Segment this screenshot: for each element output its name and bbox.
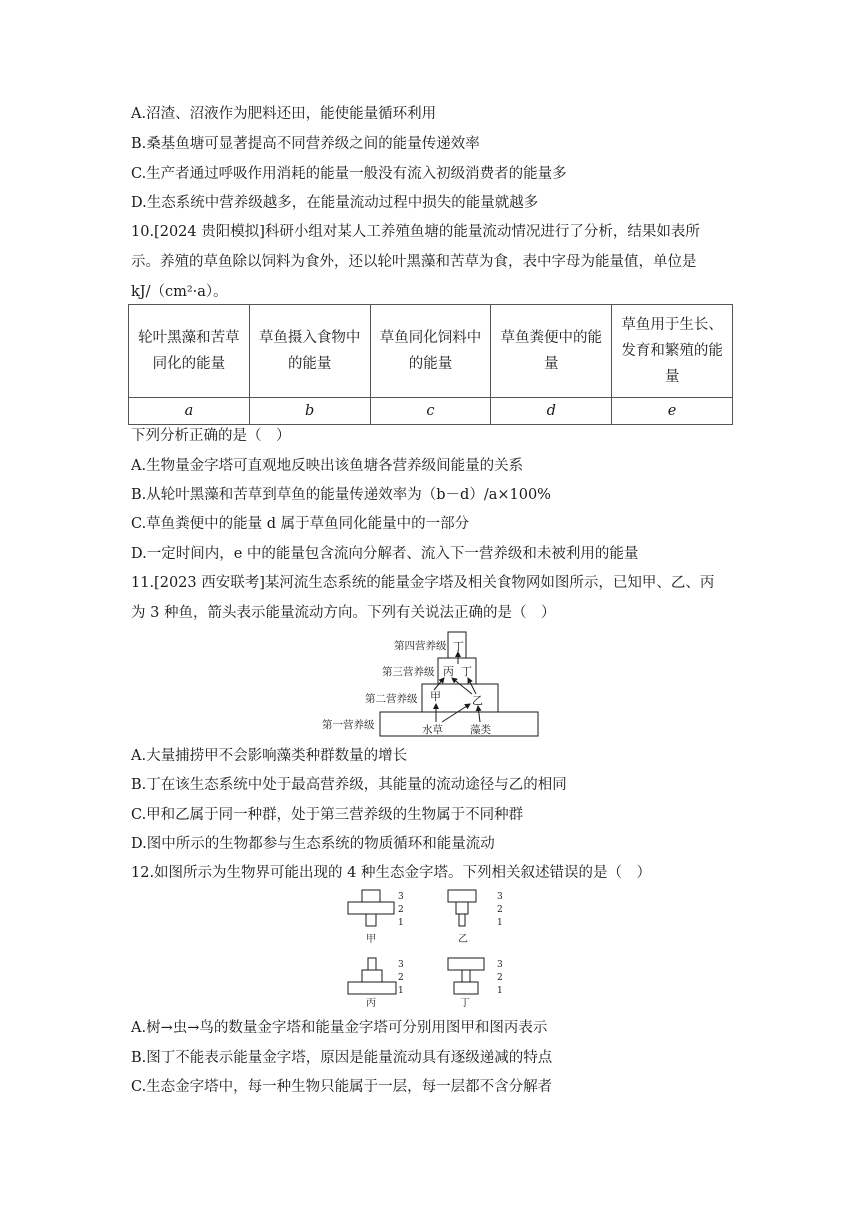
organism-bing: 丙 [443,665,454,678]
level1-label: 第一营养级 [322,719,375,731]
table-header-cell: 草鱼用于生长、 发育和繁殖的能 量 [612,305,733,398]
q10-prompt: 下列分析正确的是（ ） [131,428,291,444]
q11-option-a: A.大量捕捞甲不会影响藻类种群数量的增长 [131,748,408,764]
q10-option-b: B.从轮叶黑藻和苦草到草鱼的能量传递效率为（b－d）/a×100% [131,487,551,503]
table-header-cell: 草鱼摄入食物中 的能量 [249,305,370,398]
pyramid-jia [348,890,404,945]
svg-text:1: 1 [398,986,404,996]
organism-jia: 甲 [430,690,441,703]
svg-text:1: 1 [497,986,503,996]
organism-yi: 乙 [472,694,483,707]
table-cell: c [370,398,491,425]
q11-option-c: C.甲和乙属于同一种群，处于第三营养级的生物属于不同种群 [131,807,524,823]
q11-stem-line2: 为 3 种鱼，箭头表示能量流动方向。下列有关说法正确的是（ ） [131,605,556,621]
q12-option-a: A.树→虫→鸟的数量金字塔和能量金字塔可分别用图甲和图丙表示 [131,1020,548,1036]
q10-option-c: C.草鱼粪便中的能量 d 属于草鱼同化能量中的一部分 [131,516,470,532]
energy-table [128,304,733,425]
svg-text:3: 3 [398,892,404,902]
energy-pyramid-food-web-figure [310,628,550,740]
four-pyramids-figure [340,886,520,1008]
q11-stem-line1: 11.[2023 西安联考]某河流生态系统的能量金字塔及相关食物网如图所示，已知甲、乙、丙 [131,575,715,591]
level3-label: 第三营养级 [382,666,435,678]
q10-stem-line2: 示。养殖的草鱼除以饲料为食外，还以轮叶黑藻和苦草为食，表中字母为能量值，单位是 [131,254,697,270]
table-cell: e [612,398,733,425]
level4-label: 第四营养级 [394,640,447,652]
svg-text:1: 1 [497,918,503,928]
q9-option-d: D.生态系统中营养级越多，在能量流动过程中损失的能量就越多 [131,195,539,211]
pyramid-bing [348,958,404,1008]
q10-stem-line1: 10.[2024 贵阳模拟]科研小组对某人工养殖鱼塘的能量流动情况进行了分析，结果如表所 [131,224,700,240]
pyramid-yi [448,890,503,945]
q10-stem-line3: kJ/（cm²·a）。 [131,284,228,300]
organism-zaolei: 藻类 [470,724,491,736]
svg-text:2: 2 [497,973,503,983]
arrow-shuicao-yi [442,704,470,722]
q10-option-a: A.生物量金字塔可直观地反映出该鱼塘各营养级间能量的关系 [131,458,524,474]
svg-text:3: 3 [398,960,404,970]
svg-text:2: 2 [398,905,404,915]
q12-stem: 12.如图所示为生物界可能出现的 4 种生态金字塔。下列相关叙述错误的是（ ） [131,865,652,881]
q9-option-c: C.生产者通过呼吸作用消耗的能量一般没有流入初级消费者的能量多 [131,166,567,182]
organism-ding-level3: 丁 [461,665,472,678]
table-cell: a [129,398,250,425]
table-header-cell: 草鱼粪便中的能 量 [491,305,612,398]
pyramid-ding-label: 丁 [460,998,470,1008]
svg-text:3: 3 [497,960,503,970]
q11-option-d: D.图中所示的生物都参与生态系统的物质循环和能量流动 [131,836,495,852]
table-header-cell: 草鱼同化饲料中 的能量 [370,305,491,398]
q9-option-b: B.桑基鱼塘可显著提高不同营养级之间的能量传递效率 [131,136,480,152]
organism-ding: 丁 [453,640,464,653]
table-header-row [129,305,733,398]
pyramid-ding [448,958,503,1008]
pyramid-level1 [380,712,538,736]
table-header-cell: 轮叶黑藻和苦草 同化的能量 [129,305,250,398]
table-value-row [129,398,733,425]
q12-option-c: C.生态金字塔中，每一种生物只能属于一层，每一层都不含分解者 [131,1079,553,1095]
svg-text:3: 3 [497,892,503,902]
table-cell: b [249,398,370,425]
arrow-zaolei-yi [478,706,480,722]
pyramid-bing-label: 丙 [366,998,376,1008]
q10-option-d: D.一定时间内，e 中的能量包含流向分解者、流入下一营养级和未被利用的能量 [131,546,639,562]
svg-text:2: 2 [497,905,503,915]
q11-option-b: B.丁在该生态系统中处于最高营养级，其能量的流动途径与乙的相同 [131,777,567,793]
pyramid-jia-label: 甲 [366,934,376,945]
svg-text:2: 2 [398,973,404,983]
q12-option-b: B.图丁不能表示能量金字塔，原因是能量流动具有逐级递减的特点 [131,1050,553,1066]
level2-label: 第二营养级 [365,693,418,705]
table-cell: d [491,398,612,425]
q9-option-a: A.沼渣、沼液作为肥料还田，能使能量循环利用 [131,106,437,122]
svg-text:1: 1 [398,918,404,928]
pyramid-yi-label: 乙 [458,934,468,945]
organism-shuicao: 水草 [422,724,443,736]
